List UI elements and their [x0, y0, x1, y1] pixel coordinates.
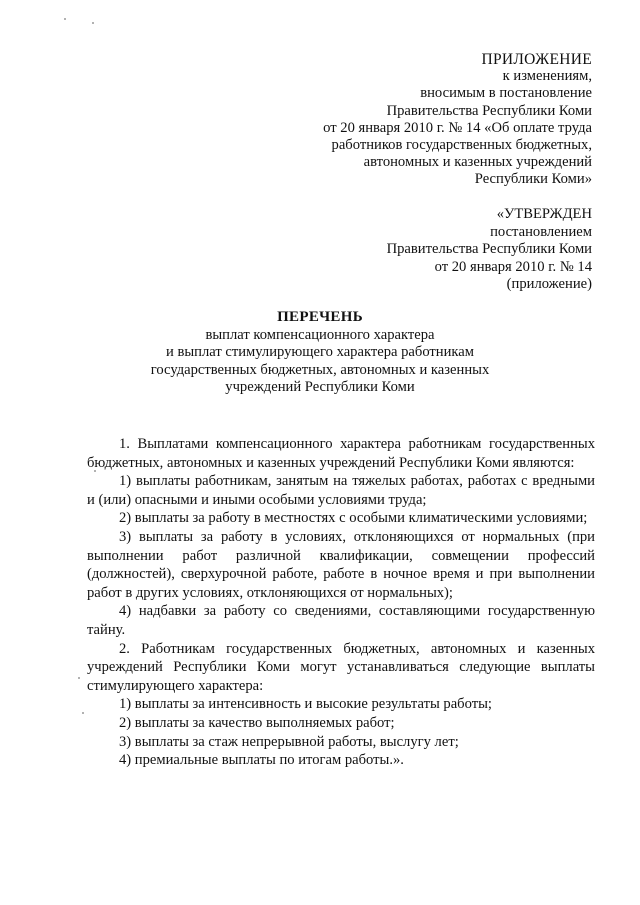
appendix-line: к изменениям,	[502, 68, 592, 85]
appendix-line: от 20 января 2010 г. № 14 «Об оплате труда	[323, 119, 592, 136]
list-item: 4) надбавки за работу со сведениями, составляющими государственную тайну.	[87, 603, 595, 638]
paragraph-section-2: 2. Работникам государственных бюджетных, автономных и казенных учреждений Республики Коми могут устанавливаться следующие выплаты стимулирующего характера:	[87, 640, 595, 694]
appendix-title: ПРИЛОЖЕНИЕ	[481, 51, 592, 68]
scan-speck	[92, 22, 94, 24]
appendix-header	[272, 51, 592, 189]
title-line: государственных бюджетных, автономных и казенных	[150, 361, 490, 378]
approved-line: от 20 января 2010 г. № 14	[434, 258, 592, 275]
approved-line: (приложение)	[506, 276, 592, 293]
appendix-line: автономных и казенных учреждений	[363, 154, 592, 171]
list-item: 3) выплаты за работу в условиях, отклоняющихся от нормальных (при выполнении работ различной квалификации, совмещении профессий (должностей), сверхурочной работе, работе в ночное время и при выполнении работ в других условиях, отклоняющихся от нормальных);	[87, 528, 595, 601]
appendix-line: Республики Коми»	[474, 171, 592, 188]
approved-line: «УТВЕРЖДЕН	[496, 206, 592, 222]
list-item: 1) выплаты работникам, занятым на тяжелых работах, работах с вредными и (или) опасными и иными особыми условиями труда;	[87, 473, 595, 508]
paragraph-section-1: 1. Выплатами компенсационного характера работникам государственных бюджетных, автономных и казенных учреждений Республики Коми являются:	[87, 436, 595, 471]
list-item: 3) выплаты за стаж непрерывной работы, выслугу лет;	[119, 733, 459, 750]
appendix-line: работников государственных бюджетных,	[331, 137, 592, 154]
list-item: 4) премиальные выплаты по итогам работы.».	[119, 752, 404, 769]
list-item: 1) выплаты за интенсивность и высокие результаты работы;	[119, 696, 492, 713]
approved-line: Правительства Республики Коми	[386, 241, 592, 258]
appendix-line: Правительства Республики Коми	[386, 102, 592, 119]
scan-speck	[78, 677, 80, 679]
list-item: 2) выплаты за качество выполняемых работ;	[119, 714, 395, 731]
title-line: и выплат стимулирующего характера работникам	[165, 344, 475, 361]
title-heading: ПЕРЕЧЕНЬ	[277, 309, 363, 325]
document-body	[87, 435, 595, 770]
scan-speck	[82, 712, 84, 714]
list-item: 2) выплаты за работу в местностях с особыми климатическими условиями;	[119, 510, 588, 527]
title-line: учреждений Республики Коми	[225, 379, 415, 396]
document-title	[120, 309, 520, 397]
approval-stamp-text	[272, 206, 592, 294]
appendix-line: вносимым в постановление	[420, 85, 592, 102]
title-line: выплат компенсационного характера	[205, 326, 435, 343]
scan-speck	[64, 18, 66, 20]
approved-line: постановлением	[490, 223, 592, 240]
